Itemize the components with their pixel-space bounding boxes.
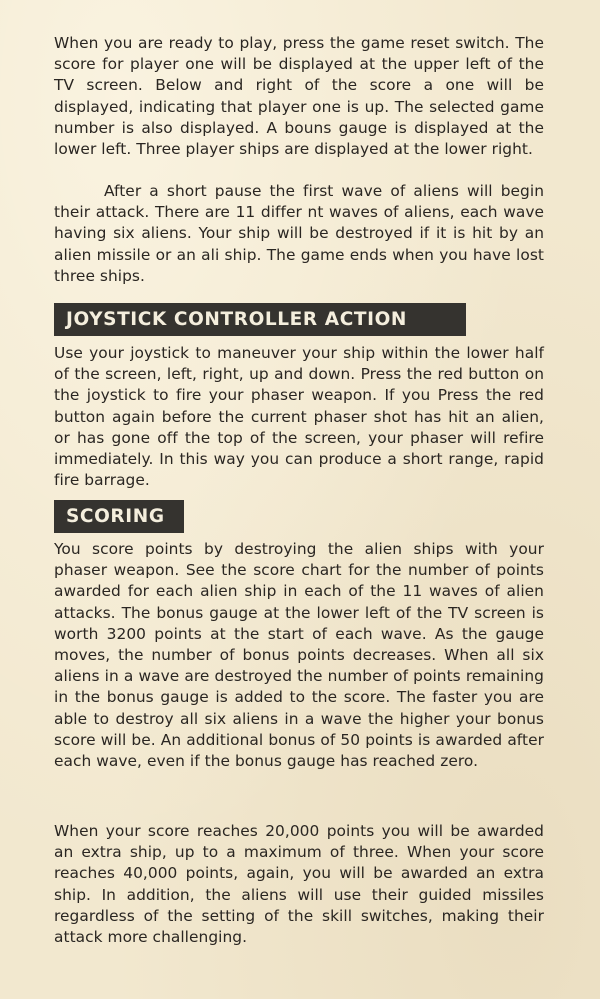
scoring-paragraph: You score points by destroying the alien ships with your phaser weapon. See the score chart for the number of points awarded for each alien ship in each of the 11 waves of alien attacks. The bonus gauge at the lower left of the TV screen is worth 3200 points at the start of each wave. As the gauge moves, the number of bonus points decreases. When all six aliens in a wave are destroyed the number of points remaining in the bonus gauge is added to the score. The faster you are able to destroy all six aliens in a wave the higher your bonus score will be. An additional bonus of 50 points is awarded after each wave, even if the bonus gauge has reached zero. (54, 540, 544, 771)
intro-paragraph: When you are ready to play, press the game reset switch. The score for player one will be displayed at the upper left of the TV screen. Below and right of the score a one will be displayed, indicating that player one is up. The selected game number is also displayed. A bouns gauge is displayed at the lower left. Three player ships are displayed at the lower right. (54, 34, 544, 159)
extra-ship-paragraph: When your score reaches 20,000 points you will be awarded an extra ship, up to a maximum of three. When your score reaches 40,000 points, again, you will be awarded an extra ship. In addition, the aliens will use their guided missiles regardless of the setting of the skill switches, making their attack more challenging. (54, 822, 544, 947)
scoring-section-heading: SCORING (54, 500, 184, 533)
joystick-section-heading: JOYSTICK CONTROLLER ACTION (54, 303, 466, 336)
alien-waves-paragraph: After a short pause the first wave of aliens will begin their attack. There are 11 differ nt waves of aliens, each wave having six aliens. Your ship will be destroyed if it is hit by an alien missile or an ali ship. The game ends when you have lost three ships. (54, 182, 544, 285)
joystick-paragraph: Use your joystick to maneuver your ship within the lower half of the screen, left, right, up and down. Press the red button on the joystick to fire your phaser weapon. If you Press the red button again before the current phaser shot has hit an alien, or has gone off the top of the screen, your phaser will refire immediately. In this way you can produce a short range, rapid fire barrage. (54, 344, 544, 490)
